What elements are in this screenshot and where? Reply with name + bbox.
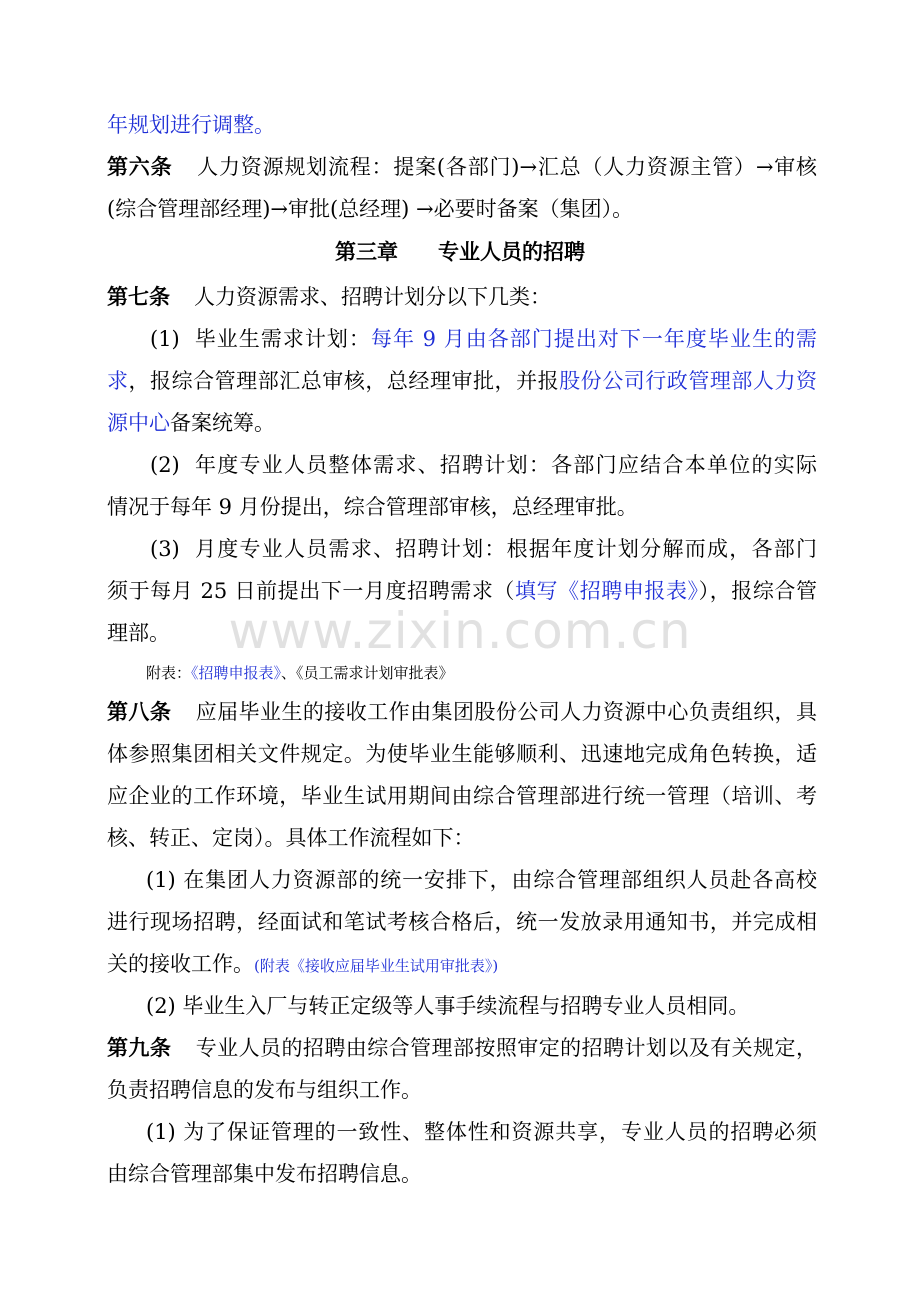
item-1-mid-text: ，报综合管理部汇总审核，总经理审批，并报 bbox=[128, 369, 560, 393]
item-2-text-1: 年度专业人员整体需求、招聘计划：各部门应结合本单位的实际 bbox=[193, 453, 817, 477]
item-1-blue-text: 每年 9 月由各部门提出对下一年度毕业生的需 bbox=[370, 327, 817, 351]
paragraph-continuation bbox=[107, 110, 817, 140]
item-3-text-1: 月度专业人员需求、招聘计划：根据年度计划分解而成，各部门 bbox=[193, 537, 817, 561]
article-8-heading: 第八条 bbox=[107, 700, 172, 724]
article-6-line-1 bbox=[107, 152, 817, 182]
article-9-heading: 第九条 bbox=[107, 1036, 172, 1060]
article-9-text-2: 负责招聘信息的发布与组织工作。 bbox=[107, 1078, 422, 1102]
article-7-item-1-line-3 bbox=[107, 408, 817, 438]
chapter-3-heading bbox=[0, 237, 920, 267]
article-6-line-2 bbox=[107, 194, 817, 224]
article-8-step-1-line-1 bbox=[146, 865, 817, 895]
item-3-text-2b: ），报综合管 bbox=[698, 579, 818, 603]
item-1-tail: 备案统筹。 bbox=[170, 411, 275, 435]
item-2-text-2: 情况于每年 9 月份提出，综合管理部审核，总经理审批。 bbox=[107, 495, 638, 519]
article-7-item-3-line-2 bbox=[107, 576, 817, 606]
article-7-item-3-line-1 bbox=[150, 534, 817, 564]
article-8-line-2 bbox=[107, 739, 817, 769]
item-2-number: (2) bbox=[150, 453, 180, 477]
article-9-step-1-text-2: 由综合管理部集中发布招聘信息。 bbox=[107, 1162, 422, 1186]
step-1-text-2: 进行现场招聘，经面试和笔试考核合格后，统一发放录用通知书，并完成相 bbox=[107, 910, 817, 934]
article-8-text-1: 应届毕业生的接收工作由集团股份公司人力资源中心负责组织，具 bbox=[195, 700, 817, 724]
article-8-text-4: 核、转正、定岗）。具体工作流程如下： bbox=[107, 826, 475, 850]
article-8-text-2: 体参照集团相关文件规定。为使毕业生能够顺利、迅速地完成角色转换，适 bbox=[107, 742, 817, 766]
article-7-attachments bbox=[146, 662, 454, 684]
article-6-heading: 第六条 bbox=[107, 155, 173, 179]
item-3-text-3: 理部。 bbox=[107, 621, 170, 645]
article-7-item-2-line-1 bbox=[150, 450, 817, 480]
article-8-text-3: 应企业的工作环境，毕业生试用期间由综合管理部进行统一管理（培训、考 bbox=[107, 784, 817, 808]
article-9-line-2 bbox=[107, 1075, 817, 1105]
article-7-intro: 人力资源需求、招聘计划分以下几类： bbox=[194, 285, 551, 309]
attach-prefix: 附表： bbox=[146, 664, 192, 682]
article-7-heading: 第七条 bbox=[107, 285, 170, 309]
article-7-line-1 bbox=[107, 282, 817, 312]
item-1-label: 毕业生需求计划： bbox=[193, 327, 371, 351]
article-8-step-1-line-3 bbox=[107, 949, 817, 981]
article-8-line-4 bbox=[107, 823, 817, 853]
step-1-text-3a: 关的接收工作。 bbox=[107, 952, 254, 976]
item-3-text-2a: 须于每月 25 日前提出下一月度招聘需求（ bbox=[107, 579, 515, 603]
step-2-text: (2) 毕业生入厂与转正定级等人事手续流程与招聘专业人员相同。 bbox=[146, 994, 750, 1018]
article-8-line-1 bbox=[107, 697, 817, 727]
item-1-blue-text-cont: 求 bbox=[107, 369, 129, 393]
continuation-text: 年规划进行调整。 bbox=[107, 113, 275, 137]
step-1-attachment: (附表《接收应届毕业生试用审批表》) bbox=[254, 957, 499, 975]
article-6-text-1: 人力资源规划流程：提案(各部门)→汇总（人力资源主管）→审核 bbox=[196, 155, 818, 179]
article-9-line-1 bbox=[107, 1033, 817, 1063]
article-6-text-2: (综合管理部经理)→审批(总经理) →必要时备案（集团）。 bbox=[107, 197, 634, 221]
attach-form-1: 《招聘申报表》 bbox=[191, 664, 282, 682]
article-8-line-3 bbox=[107, 781, 817, 811]
item-1-blue-org-cont: 源中心 bbox=[107, 411, 170, 435]
article-8-step-1-line-2 bbox=[107, 907, 817, 937]
article-7-item-1-line-1 bbox=[150, 324, 817, 354]
article-7-item-3-line-3 bbox=[107, 618, 817, 648]
article-9-step-1-line-1 bbox=[146, 1117, 817, 1147]
article-7-item-1-line-2 bbox=[107, 366, 817, 396]
item-1-blue-org: 股份公司行政管理部人力资 bbox=[559, 369, 817, 393]
step-1-text-1: (1) 在集团人力资源部的统一安排下，由综合管理部组织人员赴各高校 bbox=[146, 868, 817, 892]
item-3-form-link: 填写《招聘申报表》 bbox=[514, 579, 699, 603]
article-9-step-1-line-2 bbox=[107, 1159, 817, 1189]
attach-form-2: 、《员工需求计划审批表》 bbox=[281, 664, 454, 682]
article-7-item-2-line-2 bbox=[107, 492, 817, 522]
chapter-title: 专业人员的招聘 bbox=[438, 240, 585, 264]
item-3-number: (3) bbox=[150, 537, 180, 561]
article-9-text-1: 专业人员的招聘由综合管理部按照审定的招聘计划以及有关规定， bbox=[195, 1036, 817, 1060]
site-watermark: www.zixin.com.cn bbox=[228, 602, 692, 660]
article-9-step-1-text-1: (1) 为了保证管理的一致性、整体性和资源共享，专业人员的招聘必须 bbox=[146, 1120, 817, 1144]
article-8-step-2 bbox=[146, 991, 817, 1021]
item-1-number: (1) bbox=[150, 327, 180, 351]
chapter-number: 第三章 bbox=[335, 240, 398, 264]
